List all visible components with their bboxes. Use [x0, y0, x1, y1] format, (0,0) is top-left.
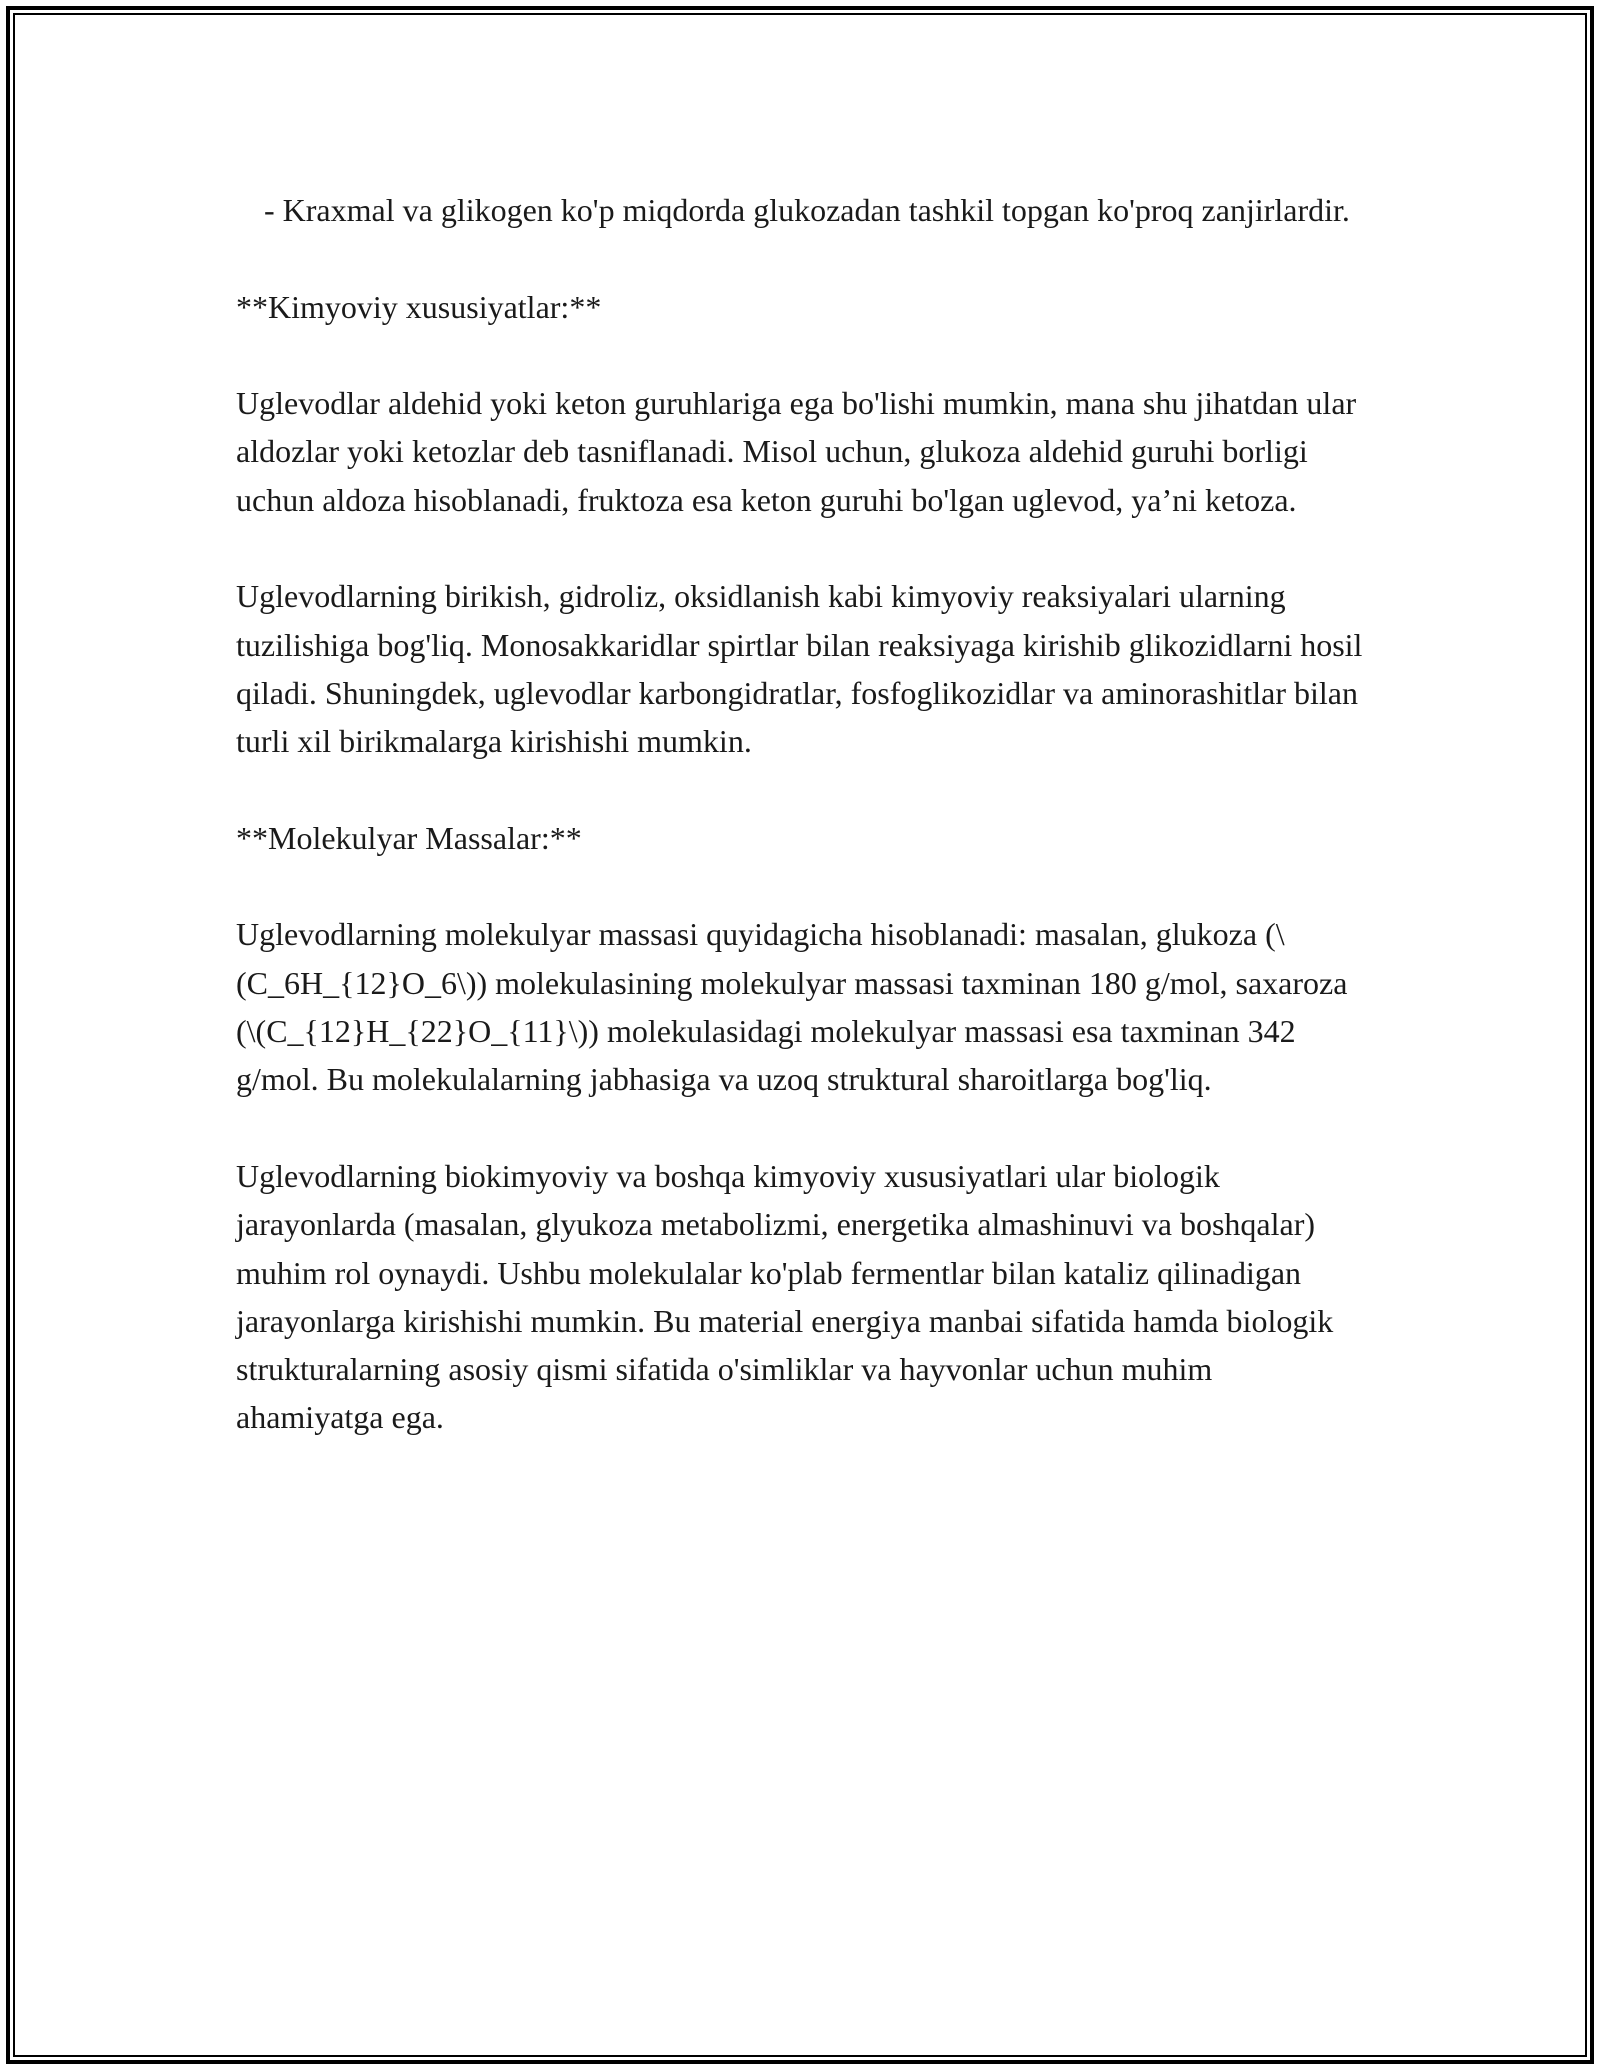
paragraph-aldehyde-ketone: Uglevodlar aldehid yoki keton guruhlariga ega bo'lishi mumkin, mana shu jihatdan ular aldozlar yoki ketozlar deb tasniflanadi. Misol uchun, glukoza aldehid guruhi borligi uchun aldoza hisoblanadi, fruktoza esa keton guruhi bo'lgan uglevod, ya’ni ketoza.	[236, 385, 1357, 518]
paragraph-chemical-reactions: Uglevodlarning birikish, gidroliz, oksidlanish kabi kimyoviy reaksiyalari ularning tuzilishiga bog'liq. Monosakkaridlar spirtlar bilan reaksiyaga kirishib glikozidlarni hosil qiladi. Shuningdek, uglevodlar karbongidratlar, fosfoglikozidlar va aminorashitlar bilan turli xil birikmalarga kirishishi mumkin.	[236, 578, 1363, 760]
paragraph-molecular-mass: Uglevodlarning molekulyar massasi quyidagicha hisoblanadi: masalan, glukoza (\(C_6H_{12}O_6\)) molekulasining molekulyar massasi taxminan 180 g/mol, saxaroza (\(C_{12}H_{22}O_{11}\)) molekulasidagi molekulyar massasi esa taxminan 342 g/mol. Bu molekulalarning jabhasiga va uzoq struktural sharoitlarga bog'liq.	[236, 916, 1348, 1098]
paragraph-biochemical-properties: Uglevodlarning biokimyoviy va boshqa kimyoviy xususiyatlari ular biologik jarayonlarda (masalan, glyukoza metabolizmi, energetika almashinuvi va boshqalar) muhim rol oynaydi. Ushbu molekulalar ko'plab fermentlar bilan kataliz qilinadigan jarayonlarga kirishishi mumkin. Bu material energiya manbai sifatida hamda biologik strukturalarning asosiy qismi sifatida o'simliklar va hayvonlar uchun muhim ahamiyatga ega.	[236, 1157, 1334, 1436]
paragraph-starch-glycogen: - Kraxmal va glikogen ko'p miqdorda glukozadan tashkil topgan ko'proq zanjirlardir.	[264, 192, 1350, 228]
heading-chemical-properties: **Kimyoviy xususiyatlar:**	[236, 288, 602, 325]
document-body	[236, 186, 1366, 1490]
heading-molecular-masses: **Molekulyar Massalar:**	[236, 819, 582, 856]
